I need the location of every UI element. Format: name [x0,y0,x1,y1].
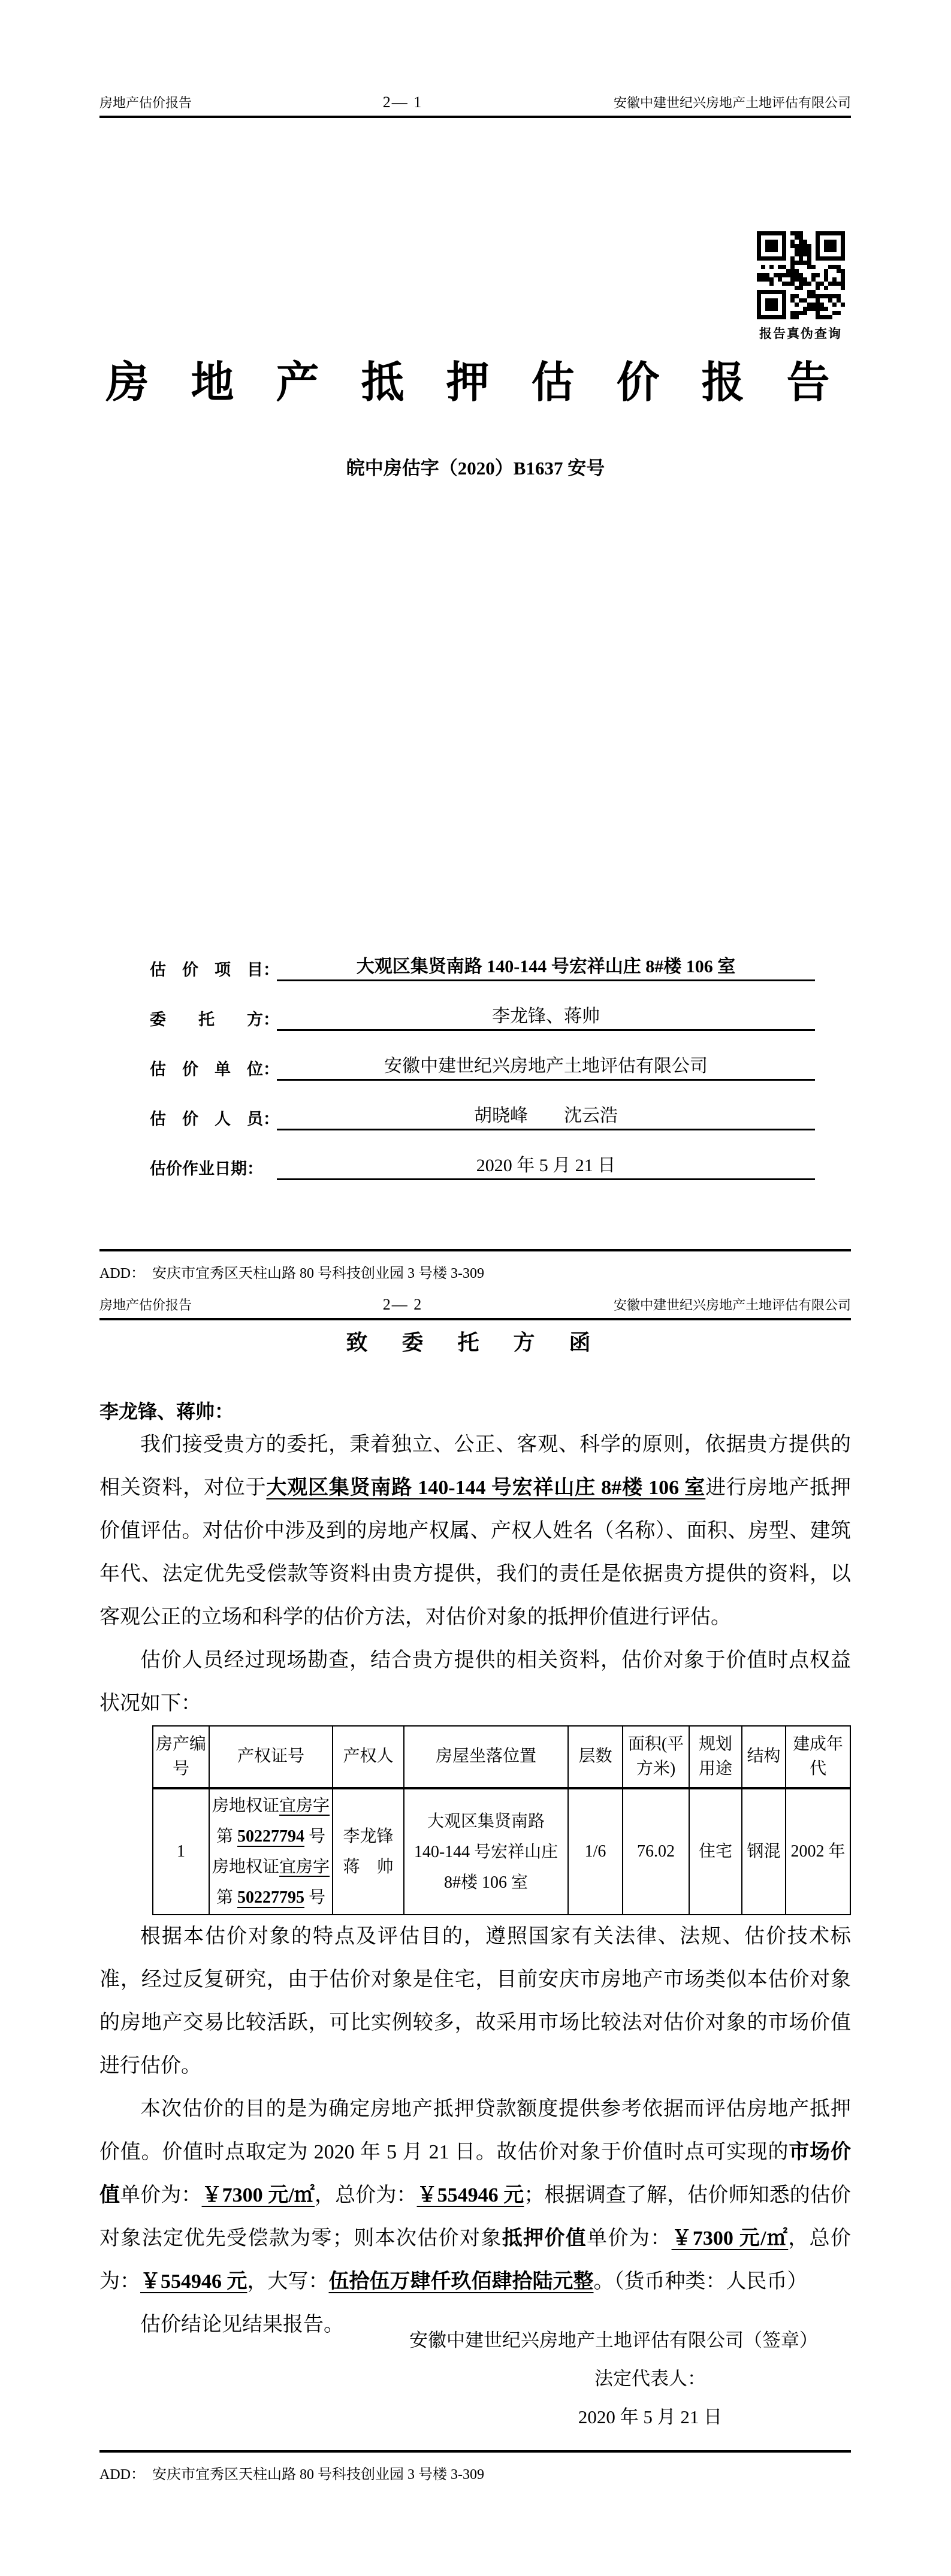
cert-line [212,1791,330,1821]
text-run: 进行房地产抵押价值评估。对估价中涉及到的房地产权属、产权人姓名（名称）、面积、房型、建筑年代、法定优先受偿款等资料由贵方提供，我们的责任是依据贵方提供的资料，以客观公正的立场和科学的估价方法，对估价对象的抵押价值进行评估。 [99,1477,852,1628]
page-header [99,93,851,118]
form-row-project [150,944,815,981]
form-row-agency [150,1044,815,1081]
property-address-emphasis: 大观区集贤南路 140-144 号宏祥山庄 8#楼 106 室 [266,1477,706,1499]
signature-date: 2020 年 5 月 21 日 [578,2406,723,2427]
col-floor: 层数 [568,1726,623,1788]
letter-body [99,1423,851,2347]
cell-use: 住宅 [689,1788,742,1915]
total-price-value: ￥554946 元 [416,2184,524,2206]
text-run: 号 [304,1827,326,1846]
cell-area: 76.02 [623,1788,689,1915]
form-value: 胡晓峰 沈云浩 [277,1100,815,1130]
text-run: 。（货币种类：人民币） [593,2270,808,2293]
cell-owner [333,1788,404,1915]
table-header-row [153,1726,850,1788]
header-company: 安徽中建世纪兴房地产土地评估有限公司 [613,1298,851,1313]
cover-page [0,0,951,1279]
location-line: 140-144 号宏祥山庄 [413,1842,558,1861]
text-run: 房地权证 [212,1858,280,1876]
page-number: 2— 2 [382,1296,423,1313]
qr-block [755,231,846,342]
form-value: 安徽中建世纪兴房地产土地评估有限公司 [277,1051,815,1081]
form-label: 估 价 人 员： [150,1110,279,1128]
form-value: 2020 年 5 月 21 日 [277,1150,815,1180]
form-value: 李龙锋、蒋帅 [277,1001,815,1031]
text-run: ，总价为： [99,2227,852,2293]
text-run: ，总价为： [315,2184,417,2206]
report-title: 房 地 产 抵 押 估 价 报 告 [105,359,846,407]
text-run: 号 [304,1888,326,1907]
location-line: 8#楼 106 室 [443,1873,528,1892]
cell-floor: 1/6 [568,1788,623,1915]
form-row-appraisers [150,1093,815,1130]
col-year: 建成年代 [786,1726,850,1788]
header-company: 安徽中建世纪兴房地产土地评估有限公司 [613,95,851,110]
cert-prefix-underlined: 宜房字 [279,1797,330,1815]
report-number: 皖中房估字（2020）B1637 安号 [346,458,605,479]
page-number: 2— 1 [382,93,423,111]
cert-number: 50227794 [237,1827,304,1846]
market-value-emphasis: 市场价值 [99,2141,852,2206]
table-row [153,1788,850,1915]
page-footer [99,2450,851,2483]
paragraph-survey: 估价人员经过现场勘查，结合贵方提供的相关资料，估价对象于价值时点权益状况如下： [99,1649,851,1715]
form-value: 大观区集贤南路 140-144 号宏祥山庄 8#楼 106 室 [277,951,815,981]
cell-structure: 钢混 [742,1788,786,1915]
letter-page [0,1279,951,2576]
location-line: 大观区集贤南路 [427,1812,545,1831]
cert-line [212,1882,330,1913]
form-row-date [150,1143,815,1180]
col-property-no: 房产编号 [153,1726,209,1788]
owner-name: 李龙锋 [343,1827,394,1846]
signature-company: 安徽中建世纪兴房地产土地评估有限公司（签章） [409,2330,818,2351]
cert-line [212,1821,330,1852]
form-label: 估价作业日期： [150,1160,263,1178]
col-location: 房屋坐落位置 [404,1726,568,1788]
text-run: 第 [216,1888,237,1907]
header-doc-type: 房地产估价报告 [99,1298,192,1313]
cert-number: 50227795 [237,1888,304,1907]
text-run: 本次估价的目的是为确定房地产抵押贷款额度提供参考依据而评估房地产抵押价值。价值时点取定为 2020 年 5 月 21 日。故估价对象于价值时点可实现的 [99,2098,851,2163]
col-structure: 结构 [742,1726,786,1788]
qr-caption: 报告真伪查询 [759,326,842,341]
qr-code-icon [757,231,845,319]
letter-title: 致 委 托 方 函 [346,1331,605,1354]
form-label: 估 价 项 目： [150,961,279,979]
col-use: 规划用途 [689,1726,742,1788]
header-doc-type: 房地产估价报告 [99,95,192,110]
salutation: 李龙锋、蒋帅： [99,1401,234,1422]
paragraph-method: 根据本估价对象的特点及评估目的，遵照国家有关法律、法规、估价技术标准，经过反复研究，由于估价对象是住宅，目前安庆市房地产市场类似本估价对象的房地产交易比较活跃，可比实例较多，故采用市场比较法对估价对象的市场价值进行估价。 [99,1925,851,2077]
text-run: 单价为： [120,2184,202,2206]
property-table [152,1725,851,1915]
footer-address: ADD： 安庆市宜秀区天柱山路 80 号科技创业园 3 号楼 3-309 [99,2467,484,2483]
page-header [99,1295,851,1320]
text-run: ；根据调查了解，估价师知悉的估价对象法定优先受偿款为零；则本次估价对象 [99,2184,852,2250]
unit-price-value: ￥7300 元/㎡ [671,2227,789,2250]
col-cert-no: 产权证号 [209,1726,333,1788]
page-footer [99,1249,851,1282]
unit-price-value: ￥7300 元/㎡ [201,2184,315,2206]
text-run: ，大写： [247,2270,329,2293]
paragraph-intro [99,1423,851,1639]
footer-address: ADD： 安庆市宜秀区天柱山路 80 号科技创业园 3 号楼 3-309 [99,1266,484,1281]
cell-year: 2002 年 [786,1788,850,1915]
col-area: 面积(平方米) [623,1726,689,1788]
text-run: 房地权证 [212,1797,280,1815]
amount-in-words: 伍拾伍万肆仟玖佰肆拾陆元整 [328,2270,594,2293]
text-run: 第 [216,1827,237,1846]
cert-line [212,1852,330,1882]
cert-prefix-underlined: 宜房字 [279,1858,330,1876]
owner-name: 蒋 帅 [343,1858,394,1876]
cell-cert-no [209,1788,333,1915]
text-run: 我们接受贵方的委托，秉着独立、公正、客观、科学的原则，依据贵方提供的相关资料，对位于 [99,1434,851,1499]
cover-form [150,944,815,1193]
form-label: 估 价 单 位： [150,1060,279,1078]
text-run: 单价为： [587,2227,672,2250]
mortgage-value-emphasis: 抵押价值 [502,2227,587,2250]
col-owner: 产权人 [333,1726,404,1788]
total-price-value: ￥554946 元 [140,2270,247,2293]
paragraph-conclusion: 估价结论见结果报告。 [140,2314,344,2336]
form-row-client [150,994,815,1031]
signature-block [99,2321,818,2436]
form-label: 委 托 方： [150,1011,279,1029]
cell-location [404,1788,568,1915]
signature-legal-rep: 法定代表人： [594,2368,706,2389]
paragraph-valuation [99,2088,851,2303]
cell-property-no: 1 [153,1788,209,1915]
